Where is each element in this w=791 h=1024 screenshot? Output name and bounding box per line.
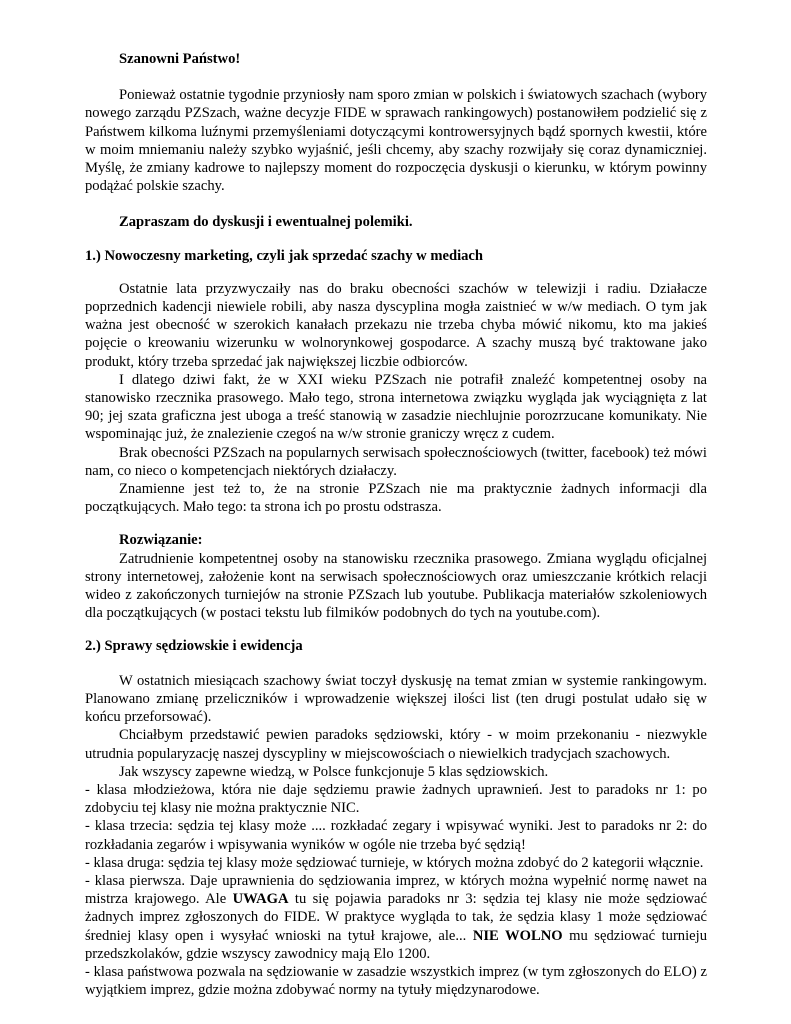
document-page xyxy=(85,50,707,999)
section1-paragraph: Brak obecności PZSzach na popularnych serwisach społecznościowych (twitter, facebook) też mówi nam, co nieco o kompetencjach niektórych działaczy. xyxy=(85,444,707,479)
section1-heading: 1.) Nowoczesny marketing, czyli jak sprzedać szachy w mediach xyxy=(85,247,484,264)
solution-text: Zatrudnienie kompetentnej osoby na stanowisku rzecznika prasowego. Zmiana wyglądu oficjalnej strony internetowej, założenie kont na serwisach społecznościowych oraz umieszczanie krótkich relacji wideo z zakończonych turniejów na stronie PZSzach lub youtube. Publikacja materiałów szkoleniowych dla początkujących (w postaci tekstu lub filmików podobnych do tych na youtube.com). xyxy=(85,550,707,622)
item4-text-a: - klasa pierwsza. Daje uprawnienia do sędziowania imprez, w których można wypełnić normę nawet na mistrza krajowego. Ale xyxy=(85,872,707,908)
list-item xyxy=(85,872,707,963)
list-item: - klasa druga: sędzia tej klasy może sędziować turnieje, w których można zdobyć do 2 kategorii włącznie. xyxy=(85,854,704,871)
section1-paragraph: Znamienne jest też to, że na stronie PZSzach nie ma praktycznie żadnych informacji dla początkujących. Mało tego: ta strona ich po prostu odstrasza. xyxy=(85,481,707,516)
section2-heading: 2.) Sprawy sędziowskie i ewidencja xyxy=(85,638,303,655)
item4-text-b: tu się pojawia paradoks nr 3: sędzia tej klasy nie może sędziować żadnych imprez zgłoszonych do FIDE. W praktyce wygląda to tak, że sędzia klasy 1 może sędziować średniej klasy open i wysyłać wnioski na tytuł krajowe, ale... xyxy=(85,891,707,944)
item4-text-c: mu sędziować turnieju przedszkolaków, gdzie wszyscy zawodnicy mają Elo 1200. xyxy=(85,927,707,962)
prohibition-emphasis: NIE WOLNO xyxy=(472,927,563,944)
list-item: - klasa młodzieżowa, która nie daje sędziemu prawie żadnych uprawnień. Jest to paradoks nr 1: po zdobyciu tej klasy nie można praktycznie NIC. xyxy=(85,781,707,817)
section2-paragraph: Chciałbym przedstawić pewien paradoks sędziowski, który - w moim przekonaniu - niezwykle utrudnia popularyzację naszej dyscypliny w miejscowościach o niewielkich tradycjach szachowych. xyxy=(85,727,707,762)
section1-paragraph: Ostatnie lata przyzwyczaiły nas do braku obecności szachów w telewizji i radiu. Działacze poprzednich kadencji niewiele robili, aby nasza dyscyplina mogła zaistnieć w w/w mediach. O tym jak ważna jest obecność w szerokich kanałach przekazu nie trzeba chyba mówić nikomu, kto ma jakieś pojęcie o kreowaniu wizerunku w wolnorynkowej gospodarce. A szachy muszą być traktowane jako produkt, który trzeba sprzedać jak największej liczbie odbiorców. xyxy=(85,280,707,370)
section2-paragraph: Jak wszyscy zapewne wiedzą, w Polsce funkcjonuje 5 klas sędziowskich. xyxy=(119,763,549,780)
intro-paragraph: Ponieważ ostatnie tygodnie przyniosły nam sporo zmian w polskich i światowych szachach (wybory nowego zarządu PZSzach, ważne decyzje FIDE w sprawach rankingowych) postanowiłem podzielić się z Państwem kilkoma luźnymi przemyśleniami dotyczącymi kontrowersyjnych bądź spornych kwestii, które w moim mniemaniu należy szybko wyjaśnić, jeśli chcemy, aby szachy rozwijały się coraz dynamiczniej. Myślę, że zmiany kadrowe to najlepszy moment do rozpoczęcia dyskusji o kierunku, w którym powinny podążać polskie szachy. xyxy=(85,87,707,195)
section1-paragraph: I dlatego dziwi fakt, że w XXI wieku PZSzach nie potrafił znaleźć kompetentnej osoby na stanowisko rzecznika prasowego. Mało tego, strona internetowa związku wygląda jak wyciągnięta z lat 90; jej szata graficzna jest uboga a treść stanowią w zasadzie niechlujnie porozrzucane komunikaty. Nie wspominając już, że znalezienie czegoś na w/w stronie graniczy wręcz z cudem. xyxy=(85,371,707,443)
warning-emphasis: UWAGA xyxy=(232,891,289,908)
list-item: - klasa państwowa pozwala na sędziowanie w zasadzie wszystkich imprez (w tym zgłoszonych do ELO) z wyjątkiem imprez, gdzie można zdobywać normy na tytuły międzynarodowe. xyxy=(85,963,707,999)
section2-paragraph: W ostatnich miesiącach szachowy świat toczył dyskusję na temat zmian w systemie rankingowym. Planowano zmianę przeliczników i wprowadzenie większej ilości list (ten drugi postulat udało się w końcu przeforsować). xyxy=(85,672,707,726)
greeting: Szanowni Państwo! xyxy=(119,51,241,67)
list-item: - klasa trzecia: sędzia tej klasy może .... rozkładać zegary i wpisywać wyniki. Jest to paradoks nr 2: do rozkładania zegarów i wpisywania wyników w ogóle nie trzeba być sędzią! xyxy=(85,818,707,853)
solution-label: Rozwiązanie: xyxy=(119,532,203,549)
invitation: Zapraszam do dyskusji i ewentualnej polemiki. xyxy=(119,214,413,231)
